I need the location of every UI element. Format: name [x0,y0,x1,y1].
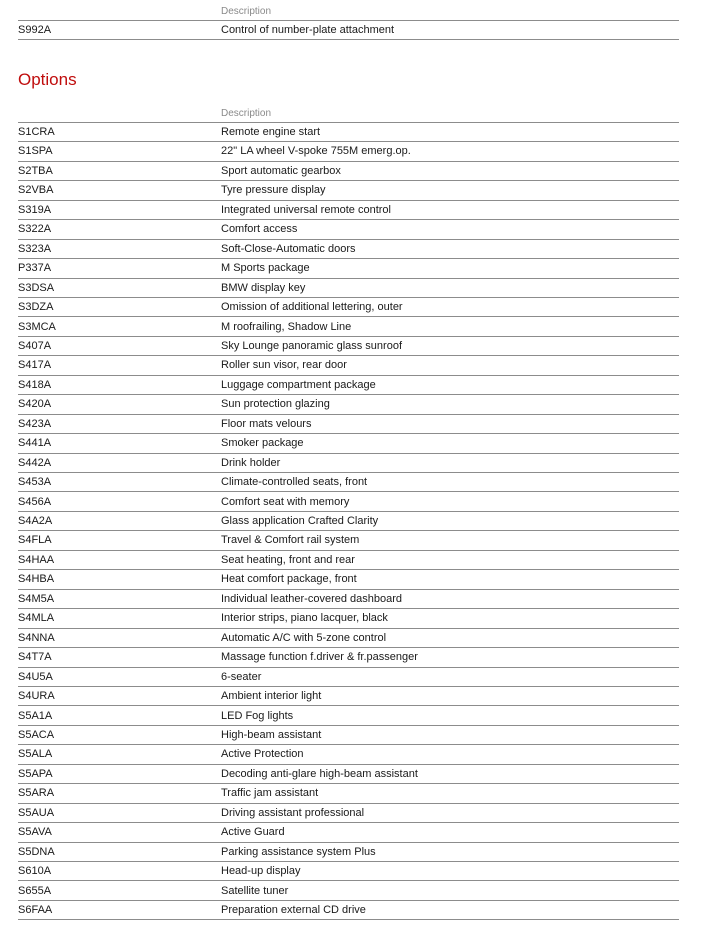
option-code: S992A [18,24,52,36]
table-row [18,434,679,453]
table-row [18,745,679,764]
option-description: Sky Lounge panoramic glass sunroof [221,339,402,352]
option-code: S4M5A [18,592,55,605]
option-description: Traffic jam assistant [221,787,319,800]
table-row [18,843,679,862]
table-row [18,298,679,317]
option-code: S4MLA [18,612,55,625]
option-description: Luggage compartment package [221,378,376,391]
option-description: Heat comfort package, front [221,573,357,586]
option-description: Integrated universal remote control [221,203,391,216]
option-description: Climate-controlled seats, front [221,476,368,489]
table-row [18,726,679,745]
option-code: S407A [18,339,52,352]
option-code: S4T7A [18,651,52,664]
table-row [18,570,679,589]
option-description: Automatic A/C with 5-zone control [221,631,387,644]
table-row [18,629,679,648]
option-code: S453A [18,476,52,489]
table-row [18,240,679,259]
table-row [18,415,679,434]
option-code: S417A [18,359,52,372]
option-code: S3DZA [18,301,54,314]
table-row [18,259,679,278]
option-description: Roller sun visor, rear door [221,359,347,372]
option-description: 22" LA wheel V-spoke 755M emerg.op. [221,145,411,158]
option-code: S442A [18,456,52,469]
option-code: S322A [18,223,52,236]
option-description: Preparation external CD drive [221,904,366,916]
table-row [18,493,679,512]
option-code: S420A [18,398,52,411]
option-description: Drink holder [221,456,281,469]
table-row [18,901,679,920]
option-description: Glass application Crafted Clarity [221,515,379,527]
table-row [18,804,679,823]
option-code: S3MCA [18,320,56,333]
table-row [18,356,679,375]
option-code: S4A2A [18,515,53,527]
option-code: S5ACA [18,728,55,741]
option-description: Massage function f.driver & fr.passenger [221,651,418,664]
option-code: S441A [18,437,52,450]
option-description: Control of number-plate attachment [221,24,395,36]
table-row [18,707,679,726]
table-row [18,609,679,628]
option-code: P337A [18,262,52,275]
option-description: Interior strips, piano lacquer, black [221,612,388,625]
table-row [18,473,679,492]
table-row [18,648,679,667]
option-code: S5ALA [18,748,53,761]
table-row [18,687,679,706]
option-description: Travel & Comfort rail system [221,534,360,547]
option-code: S5ARA [18,787,55,800]
option-code: S4HBA [18,573,55,586]
option-description: Comfort access [221,223,298,236]
table-row [18,823,679,842]
option-description: Satellite tuner [221,884,289,897]
option-description: M Sports package [221,262,310,275]
option-code: S418A [18,378,52,391]
table-row [18,395,679,414]
option-code: S655A [18,884,52,897]
option-code: S4HAA [18,553,55,566]
option-description: Floor mats velours [221,417,312,430]
option-code: S5APA [18,767,53,780]
option-description: Sun protection glazing [221,398,330,411]
option-code: S4URA [18,690,55,703]
option-code: S2TBA [18,164,53,177]
option-code: S456A [18,495,52,508]
option-code: S3DSA [18,281,55,294]
table-row [18,512,679,531]
option-code: S1SPA [18,145,53,158]
table-row [18,668,679,687]
option-description: Remote engine start [221,126,321,138]
table-row [18,590,679,609]
option-code: S5AUA [18,806,55,819]
option-description: BMW display key [221,281,306,294]
option-code: S5DNA [18,845,55,858]
option-description: LED Fog lights [221,709,294,722]
option-description: Ambient interior light [221,690,322,703]
option-description: Parking assistance system Plus [221,845,376,858]
option-code: S6FAA [18,904,53,916]
table-row [18,142,679,161]
table-row [18,882,679,901]
option-description: High-beam assistant [221,728,322,741]
option-code: S1CRA [18,126,55,138]
option-description: Seat heating, front and rear [221,553,355,566]
table-row [18,765,679,784]
table-row [18,279,679,298]
option-description: Individual leather-covered dashboard [221,592,403,605]
table-row [18,220,679,239]
description-column-header: Description [221,6,272,17]
option-description: Comfort seat with memory [221,495,350,508]
options-section-title: Options [18,70,77,89]
option-code: S5A1A [18,709,53,722]
option-code: S5AVA [18,826,52,839]
table-row [18,784,679,803]
option-description: Decoding anti-glare high-beam assistant [221,767,418,780]
table-row [18,862,679,881]
option-description: Driving assistant professional [221,806,365,819]
table-row [18,454,679,473]
option-description: Smoker package [221,437,304,450]
table-row [18,531,679,550]
option-description: Tyre pressure display [221,184,326,197]
option-code: S4U5A [18,670,53,683]
option-code: S423A [18,417,52,430]
option-description: Head-up display [221,865,301,878]
option-code: S2VBA [18,184,54,197]
table-row [18,123,679,142]
option-description: Sport automatic gearbox [221,164,341,177]
table-row [18,551,679,570]
table-row [18,337,679,356]
option-code: S323A [18,242,52,255]
option-code: S610A [18,865,52,878]
option-description: Soft-Close-Automatic doors [221,242,356,255]
table-row [18,376,679,395]
option-description: Omission of additional lettering, outer [221,301,403,314]
description-column-header: Description [221,108,272,119]
option-code: S4NNA [18,631,55,644]
table-row [18,162,679,181]
option-description: Active Guard [221,826,285,839]
option-description: Active Protection [221,748,304,761]
table-row [18,181,679,200]
option-code: S319A [18,203,52,216]
table-row [18,201,679,220]
option-description: M roofrailing, Shadow Line [221,320,352,333]
option-description: 6-seater [221,670,262,683]
option-code: S4FLA [18,534,52,547]
table-row [18,318,679,337]
